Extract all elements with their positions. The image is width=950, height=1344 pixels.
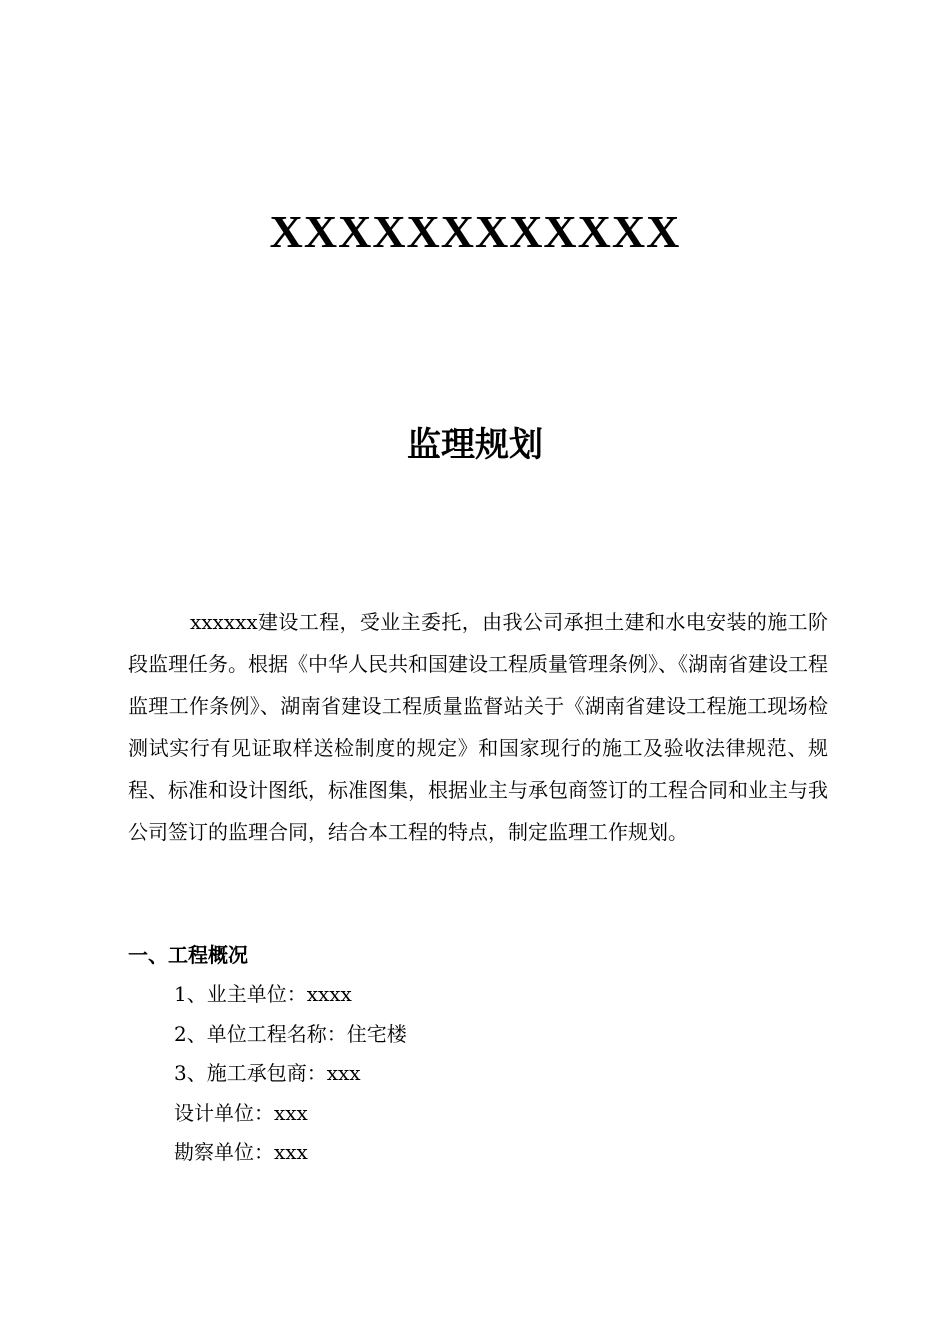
overview-list (174, 975, 407, 1173)
intro-paragraph: xxxxxx建设工程，受业主委托，由我公司承担土建和水电安装的施工阶段监理任务。根据《中华人民共和国建设工程质量管理条例》、《湖南省建设工程监理工作条例》、湖南省建设工程质量监督站关于《湖南省建设工程施工现场检测试实行有见证取样送检制度的规定》和国家现行的施工及验收法律规范、规程、标准和设计图纸，标准图集，根据业主与承包商签订的工程合同和业主与我公司签订的监理合同，结合本工程的特点，制定监理工作规划。 (128, 610, 828, 844)
overview-item-owner: 1、业主单位：xxxx (174, 982, 352, 1006)
overview-item-contractor: 3、施工承包商：xxx (174, 1061, 361, 1085)
overview-item-surveyor: 勘察单位：xxx (174, 1140, 308, 1164)
section-heading-overview: 一、工程概况 (128, 943, 248, 967)
overview-item-designer: 设计单位：xxx (174, 1100, 308, 1125)
overview-item-project-name: 2、单位工程名称：住宅楼 (174, 1021, 407, 1046)
main-title: XXXXXXXXXXXX (269, 206, 681, 257)
sub-title: 监理规划 (407, 425, 543, 465)
